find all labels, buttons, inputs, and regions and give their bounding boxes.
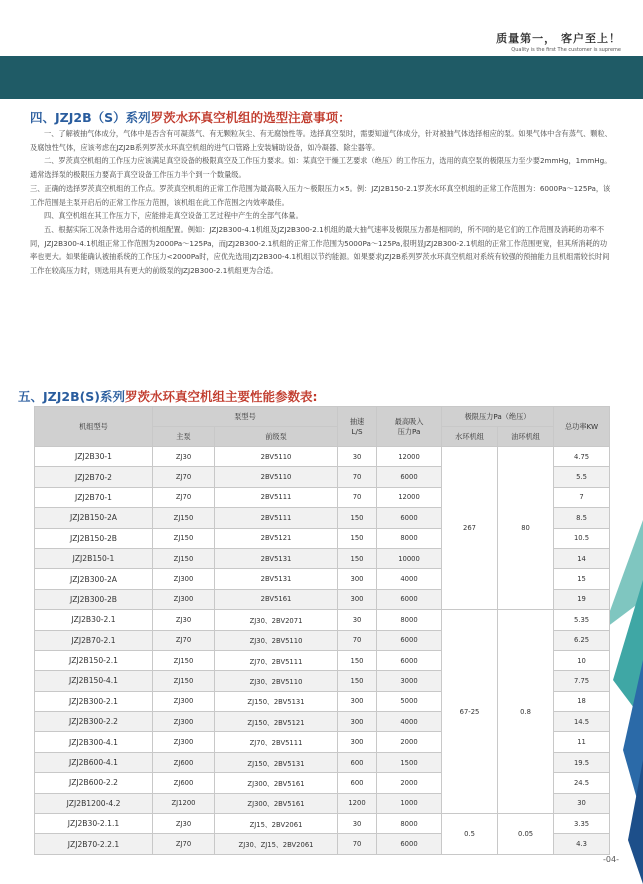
cell-fore-pump: 2BV5131 xyxy=(215,569,338,589)
cell-max-suction: 3000 xyxy=(377,671,442,691)
cell-max-suction: 6000 xyxy=(377,630,442,650)
header-power: 总功率KW xyxy=(554,407,610,447)
cell-power: 4.75 xyxy=(554,447,610,467)
cell-power: 14.5 xyxy=(554,712,610,732)
cell-max-suction: 6000 xyxy=(377,467,442,487)
cell-max-suction: 5000 xyxy=(377,691,442,711)
paragraph-5: 五、根据实际工况条件选用合适的机组配置。例如：JZJ2B300-4.1机组及JZJ2B300-2.1机组的最大抽气速率及极限压力都是相同的，所不同的是它们的工作范围及消耗的功率不同，JZJ2B300-4.1机组正常工作范围为2000Pa～125Pa，而JZJ2B300-2.1机组的正常工作范围为5000Pa～125Pa,很明显JZJ2B300-2.1机组的正常工作范围更宽，但其所消耗的功率也更大。如果能确认被抽系统的工作压力<2000Pa时，应优先选用JZJ2B300-4.1机组以节约能源。如果要求JZJ2B系列罗茨水环真空机组对系统有较强的预抽能力且机组需较长时间工作在较高压力时，则选用具有更大的前级泵的JZJ2B300-2.1机组更为合适。 xyxy=(30,224,610,276)
cell-main-pump: ZJ600 xyxy=(153,752,215,772)
cell-model: JZJ2B70-2.2.1 xyxy=(35,834,153,854)
cell-model: JZJ2B300-2B xyxy=(35,589,153,609)
header-speed-unit: L/S xyxy=(351,427,363,436)
cell-ultimate-oil: 0.05 xyxy=(498,814,554,855)
slogan xyxy=(496,30,621,53)
cell-main-pump: ZJ1200 xyxy=(153,793,215,813)
cell-speed: 30 xyxy=(338,814,377,834)
cell-model: JZJ2B70-2 xyxy=(35,467,153,487)
cell-max-suction: 6000 xyxy=(377,834,442,854)
cell-fore-pump: 2BV5131 xyxy=(215,548,338,568)
section1-title xyxy=(30,108,351,126)
table-row xyxy=(35,447,610,467)
header-fore-pump: 前级泵 xyxy=(215,427,338,447)
cell-ultimate-oil: 0.8 xyxy=(498,610,554,814)
cell-fore-pump: 2BV5161 xyxy=(215,589,338,609)
header-max-suction-label: 最高吸入 xyxy=(394,416,424,426)
cell-speed: 70 xyxy=(338,630,377,650)
cell-max-suction: 2000 xyxy=(377,732,442,752)
cell-fore-pump: ZJ70、2BV5111 xyxy=(215,650,338,670)
cell-speed: 300 xyxy=(338,691,377,711)
cell-fore-pump: ZJ15、2BV2061 xyxy=(215,814,338,834)
cell-model: JZJ2B30-2.1 xyxy=(35,610,153,630)
cell-speed: 300 xyxy=(338,569,377,589)
section1-body xyxy=(30,127,612,278)
cell-fore-pump: ZJ30、2BV5110 xyxy=(215,671,338,691)
cell-max-suction: 2000 xyxy=(377,773,442,793)
cell-model: JZJ2B300-2A xyxy=(35,569,153,589)
cell-speed: 1200 xyxy=(338,793,377,813)
cell-power: 14 xyxy=(554,548,610,568)
cell-model: JZJ2B150-2A xyxy=(35,508,153,528)
cell-ultimate-water: 0.5 xyxy=(442,814,498,855)
spec-table-body xyxy=(35,447,610,855)
cell-fore-pump: 2BV5110 xyxy=(215,447,338,467)
cell-main-pump: ZJ300 xyxy=(153,589,215,609)
cell-speed: 300 xyxy=(338,712,377,732)
cell-max-suction: 1500 xyxy=(377,752,442,772)
paragraph-4: 四、真空机组在其工作压力下，应能排走真空设备工艺过程中产生的全部气体量。 xyxy=(44,211,303,221)
section2-title-prefix: 五、JZJ2B(S)系列 xyxy=(18,389,126,404)
cell-max-suction: 6000 xyxy=(377,650,442,670)
cell-main-pump: ZJ150 xyxy=(153,528,215,548)
cell-power: 10 xyxy=(554,650,610,670)
section1-title-main: 罗茨水环真空机组的选型注意事项： xyxy=(150,110,351,125)
cell-speed: 70 xyxy=(338,487,377,507)
cell-power: 7.75 xyxy=(554,671,610,691)
spec-table xyxy=(34,406,610,855)
cell-power: 15 xyxy=(554,569,610,589)
header-ultimate-pressure: 极限压力Pa（绝压） xyxy=(442,407,554,427)
header-speed-label: 抽速 xyxy=(349,417,365,426)
cell-speed: 150 xyxy=(338,508,377,528)
cell-max-suction: 1000 xyxy=(377,793,442,813)
header-band xyxy=(0,56,643,99)
cell-power: 19 xyxy=(554,589,610,609)
cell-max-suction: 10000 xyxy=(377,548,442,568)
cell-speed: 150 xyxy=(338,528,377,548)
cell-fore-pump: 2BV5111 xyxy=(215,487,338,507)
cell-speed: 600 xyxy=(338,752,377,772)
cell-ultimate-oil: 80 xyxy=(498,447,554,610)
paragraph-3: 三、正确的选择罗茨真空机组的工作点。罗茨真空机组的正常工作范围为最高吸入压力～极限压力×5。例：JZJ2B150-2.1罗茨水环真空机组的正常工作范围为：6000Pa～125Pa，该工作范围是主泵开启后的正常工作压力范围，该机组在此工作范围之内效率最佳。 xyxy=(30,183,611,207)
cell-speed: 150 xyxy=(338,650,377,670)
cell-power: 18 xyxy=(554,691,610,711)
cell-speed: 150 xyxy=(338,671,377,691)
cell-max-suction: 4000 xyxy=(377,712,442,732)
cell-power: 8.5 xyxy=(554,508,610,528)
cell-model: JZJ2B70-1 xyxy=(35,487,153,507)
cell-fore-pump: ZJ30、ZJ15、2BV2061 xyxy=(215,834,338,854)
cell-fore-pump: 2BV5111 xyxy=(215,508,338,528)
paragraph-2: 二、罗茨真空机组的工作压力应该满足真空设备的极限真空及工作压力要求。如：某真空干燥工艺要求（绝压）的工作压力，选用的真空泵的极限压力至少要2mmHg，1mmHg。通常选择泵的极限压力要高于真空设备工作压力半个到一个数量级。 xyxy=(30,156,612,180)
cell-fore-pump: 2BV5110 xyxy=(215,467,338,487)
cell-model: JZJ2B30-1 xyxy=(35,447,153,467)
cell-ultimate-water: 267 xyxy=(442,447,498,610)
cell-main-pump: ZJ30 xyxy=(153,814,215,834)
cell-speed: 70 xyxy=(338,834,377,854)
cell-main-pump: ZJ300 xyxy=(153,732,215,752)
cell-main-pump: ZJ70 xyxy=(153,630,215,650)
cell-fore-pump: ZJ30、2BV5110 xyxy=(215,630,338,650)
cell-main-pump: ZJ70 xyxy=(153,834,215,854)
cell-model: JZJ2B600-2.2 xyxy=(35,773,153,793)
cell-main-pump: ZJ300 xyxy=(153,691,215,711)
cell-main-pump: ZJ150 xyxy=(153,671,215,691)
cell-fore-pump: ZJ150、2BV5131 xyxy=(215,752,338,772)
cell-model: JZJ2B300-2.2 xyxy=(35,712,153,732)
section1-title-prefix: 四、JZJ2B（S）系列 xyxy=(30,110,151,125)
cell-fore-pump: ZJ300、2BV5161 xyxy=(215,793,338,813)
paragraph-1: 一、了解被抽气体成分，气体中是否含有可凝蒸气、有无颗粒灰尘、有无腐蚀性等。选择真空泵时，需要知道气体成分，针对被抽气体选择相应的泵。如果气体中含有蒸气、颗粒、及腐蚀性气体，应该考虑在JZJ2B系列罗茨水环真空机组的进气口管路上安装辅助设备，如冷凝器、除尘器等。 xyxy=(30,129,612,152)
cell-power: 10.5 xyxy=(554,528,610,548)
slogan-main: 质量第一， 客户至上！ xyxy=(496,32,621,45)
cell-fore-pump: ZJ300、2BV5161 xyxy=(215,773,338,793)
cell-power: 4.3 xyxy=(554,834,610,854)
cell-main-pump: ZJ30 xyxy=(153,610,215,630)
cell-model: JZJ2B30-2.1.1 xyxy=(35,814,153,834)
page-number: -04- xyxy=(603,855,619,864)
cell-model: JZJ2B150-1 xyxy=(35,548,153,568)
cell-max-suction: 6000 xyxy=(377,589,442,609)
header-model: 机组型号 xyxy=(35,407,153,447)
cell-main-pump: ZJ300 xyxy=(153,712,215,732)
cell-main-pump: ZJ300 xyxy=(153,569,215,589)
cell-fore-pump: 2BV5121 xyxy=(215,528,338,548)
cell-speed: 300 xyxy=(338,589,377,609)
cell-ultimate-water: 67-25 xyxy=(442,610,498,814)
cell-model: JZJ2B150-2B xyxy=(35,528,153,548)
cell-max-suction: 12000 xyxy=(377,487,442,507)
cell-max-suction: 8000 xyxy=(377,528,442,548)
cell-power: 6.25 xyxy=(554,630,610,650)
cell-main-pump: ZJ600 xyxy=(153,773,215,793)
cell-fore-pump: ZJ70、2BV5111 xyxy=(215,732,338,752)
cell-max-suction: 12000 xyxy=(377,447,442,467)
cell-fore-pump: ZJ30、2BV2071 xyxy=(215,610,338,630)
cell-main-pump: ZJ70 xyxy=(153,467,215,487)
cell-max-suction: 6000 xyxy=(377,508,442,528)
cell-main-pump: ZJ150 xyxy=(153,508,215,528)
cell-power: 3.35 xyxy=(554,814,610,834)
cell-model: JZJ2B150-4.1 xyxy=(35,671,153,691)
cell-main-pump: ZJ70 xyxy=(153,487,215,507)
section2-title-main: 罗茨水环真空机组主要性能参数表: xyxy=(125,389,318,404)
header-oil-ring: 油环机组 xyxy=(498,427,554,447)
cell-max-suction: 4000 xyxy=(377,569,442,589)
cell-power: 7 xyxy=(554,487,610,507)
cell-main-pump: ZJ30 xyxy=(153,447,215,467)
header-max-suction xyxy=(377,407,442,447)
header-speed xyxy=(338,407,377,447)
slogan-english: Quality is the first The customer is supreme xyxy=(511,47,621,53)
header-max-suction-unit: 压力Pa xyxy=(397,426,421,436)
cell-speed: 300 xyxy=(338,732,377,752)
cell-model: JZJ2B300-4.1 xyxy=(35,732,153,752)
cell-max-suction: 8000 xyxy=(377,610,442,630)
cell-speed: 70 xyxy=(338,467,377,487)
cell-model: JZJ2B600-4.1 xyxy=(35,752,153,772)
cell-model: JZJ2B150-2.1 xyxy=(35,650,153,670)
cell-power: 24.5 xyxy=(554,773,610,793)
table-row xyxy=(35,814,610,834)
table-row xyxy=(35,610,610,630)
cell-model: JZJ2B300-2.1 xyxy=(35,691,153,711)
header-pump-model: 泵型号 xyxy=(153,407,338,427)
header-main-pump: 主泵 xyxy=(153,427,215,447)
cell-speed: 150 xyxy=(338,548,377,568)
cell-model: JZJ2B1200-4.2 xyxy=(35,793,153,813)
cell-main-pump: ZJ150 xyxy=(153,650,215,670)
header-water-ring: 水环机组 xyxy=(442,427,498,447)
cell-power: 11 xyxy=(554,732,610,752)
cell-main-pump: ZJ150 xyxy=(153,548,215,568)
cell-speed: 30 xyxy=(338,447,377,467)
cell-power: 30 xyxy=(554,793,610,813)
cell-power: 19.5 xyxy=(554,752,610,772)
cell-model: JZJ2B70-2.1 xyxy=(35,630,153,650)
cell-max-suction: 8000 xyxy=(377,814,442,834)
cell-speed: 30 xyxy=(338,610,377,630)
cell-power: 5.35 xyxy=(554,610,610,630)
cell-fore-pump: ZJ150、2BV5131 xyxy=(215,691,338,711)
cell-power: 5.5 xyxy=(554,467,610,487)
section2-title xyxy=(18,387,318,405)
cell-fore-pump: ZJ150、2BV5121 xyxy=(215,712,338,732)
cell-speed: 600 xyxy=(338,773,377,793)
